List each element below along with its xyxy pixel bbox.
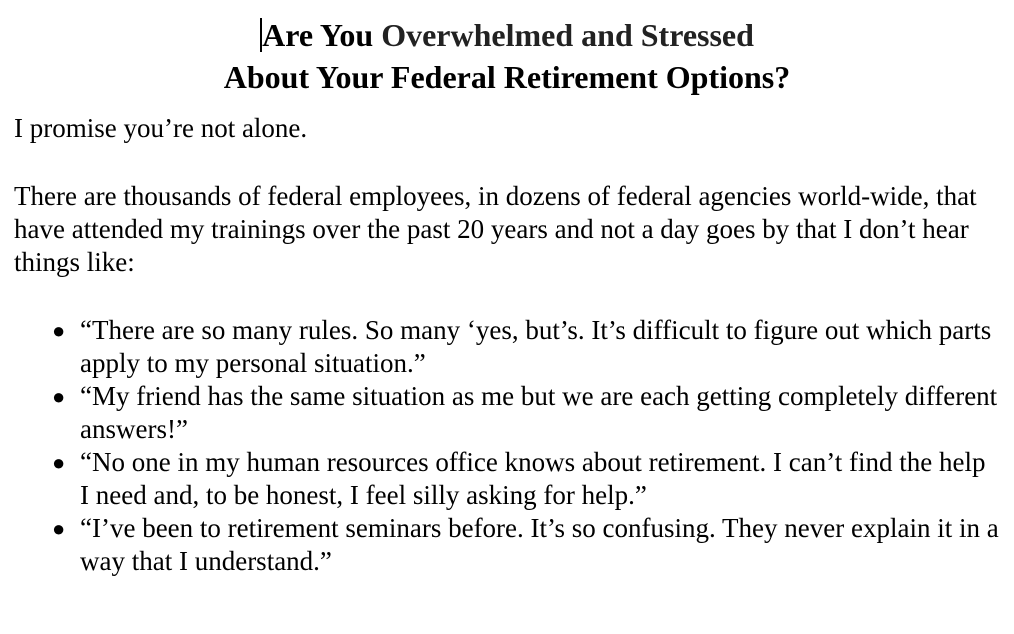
list-item bbox=[14, 314, 1000, 380]
document-page bbox=[0, 14, 1014, 634]
intro-paragraph: I promise you’re not alone. bbox=[14, 113, 308, 143]
heading-line-2: About Your Federal Retirement Options? bbox=[223, 59, 791, 95]
list-item bbox=[14, 512, 1000, 578]
bullet-icon: ● bbox=[52, 318, 66, 343]
heading-line-1-part-1: Are You bbox=[262, 17, 374, 53]
quote-text: “No one in my human resources office knows about retirement. I can’t find the help I need and, to be honest, I feel silly asking for help.” bbox=[80, 447, 986, 510]
quote-list bbox=[14, 314, 1000, 578]
bullet-icon: ● bbox=[52, 516, 66, 541]
list-item bbox=[14, 380, 1000, 446]
quote-text: “My friend has the same situation as me but we are each getting completely different answers!” bbox=[80, 381, 998, 444]
body-paragraph: There are thousands of federal employees, in dozens of federal agencies world-wide, that have attended my trainings over the past 20 years and not a day goes by that I don’t hear things like: bbox=[14, 181, 977, 277]
quote-text: “There are so many rules. So many ‘yes, but’s. It’s difficult to figure out which parts apply to my personal situation.” bbox=[80, 315, 992, 378]
bullet-icon: ● bbox=[52, 450, 66, 475]
list-item bbox=[14, 446, 1000, 512]
quote-text: “I’ve been to retirement seminars before. It’s so confusing. They never explain it in a way that I understand.” bbox=[80, 513, 999, 576]
heading-line-1 bbox=[14, 14, 1000, 56]
bullet-icon: ● bbox=[52, 384, 66, 409]
heading-line-1-part-2: Overwhelmed and Stressed bbox=[381, 17, 754, 53]
document-heading bbox=[14, 14, 1000, 98]
